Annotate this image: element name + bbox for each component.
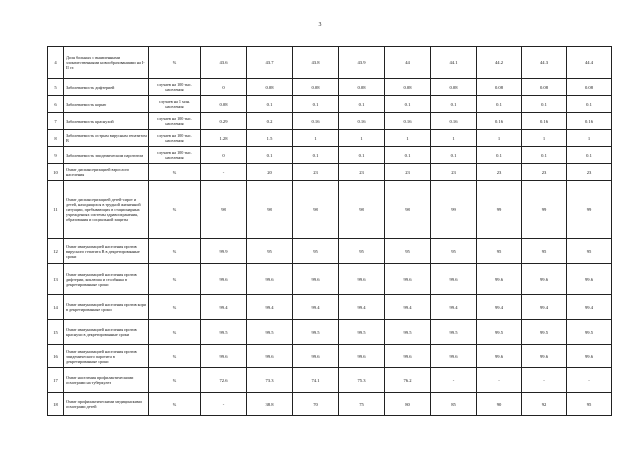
indicator-name: Охват иммунизацией населения против краснухи в декретированные сроки [64,320,149,345]
unit-cell: случаев на 100 тыс. населения [149,130,201,147]
value-cell: 98 [385,181,431,239]
table-row [48,264,612,295]
value-cell: 99.6 [201,264,247,295]
value-cell: 99.5 [201,320,247,345]
unit-cell: случаев на 100 тыс. населения [149,113,201,130]
table-row [48,295,612,320]
value-cell: 0.16 [522,113,567,130]
table-row [48,147,612,164]
value-cell: 95 [247,239,293,264]
value-cell: 38.8 [247,393,293,416]
value-cell: 44.2 [477,47,522,79]
value-cell: 99.4 [201,295,247,320]
unit-cell: % [149,320,201,345]
value-cell: 95 [567,393,612,416]
table-body [48,47,612,416]
row-number: 14 [48,295,64,320]
row-number: 10 [48,164,64,181]
value-cell: 43.7 [247,47,293,79]
value-cell: 74.1 [293,368,339,393]
value-cell: 99.4 [477,295,522,320]
value-cell: 0.16 [477,113,522,130]
value-cell: 0.08 [293,79,339,96]
value-cell: 0.16 [339,113,385,130]
value-cell: 99.6 [567,345,612,368]
value-cell: 0.1 [339,96,385,113]
unit-cell: % [149,181,201,239]
value-cell: 0.08 [431,79,477,96]
value-cell: 99 [522,181,567,239]
value-cell: 80 [385,393,431,416]
value-cell: 99.6 [339,264,385,295]
value-cell: 98 [339,181,385,239]
value-cell: 0.1 [385,96,431,113]
value-cell: 0.1 [567,96,612,113]
value-cell: 99.5 [567,320,612,345]
table-row [48,47,612,79]
value-cell: 99.5 [431,320,477,345]
value-cell: 99.5 [247,320,293,345]
value-cell: - [477,368,522,393]
value-cell: 0.08 [477,79,522,96]
value-cell: 99.6 [385,345,431,368]
indicator-name: Охват иммунизацией населения против вирусного гепатита В в декретированные сроки [64,239,149,264]
value-cell: 1.5 [247,130,293,147]
row-number: 13 [48,264,64,295]
unit-cell: % [149,264,201,295]
value-cell: - [431,368,477,393]
page-number: 3 [318,22,322,28]
unit-cell: % [149,368,201,393]
indicator-name: Охват иммунизацией населения против кори в декретированные сроки [64,295,149,320]
value-cell: 44.1 [431,47,477,79]
value-cell: 99.6 [247,264,293,295]
value-cell: - [522,368,567,393]
value-cell: 75.3 [339,368,385,393]
value-cell: 0.16 [431,113,477,130]
value-cell: 99.6 [477,264,522,295]
table-row [48,113,612,130]
unit-cell: случаев на 100 тыс. населения [149,79,201,96]
value-cell: 73.3 [247,368,293,393]
value-cell: 85 [431,393,477,416]
value-cell: 99.4 [522,295,567,320]
table-row [48,181,612,239]
value-cell: 0.08 [522,79,567,96]
value-cell: 1 [477,130,522,147]
value-cell: 0.08 [567,79,612,96]
row-number: 5 [48,79,64,96]
indicator-name: Охват населения профилактическими осмотрами на туберкулез [64,368,149,393]
value-cell: 1 [567,130,612,147]
value-cell: 1 [431,130,477,147]
value-cell: 0.16 [567,113,612,130]
indicator-name: Заболеваемость дифтерией [64,79,149,96]
table-row [48,79,612,96]
value-cell: 72.6 [201,368,247,393]
row-number: 12 [48,239,64,264]
value-cell: 23 [477,164,522,181]
unit-cell: % [149,47,201,79]
value-cell: 99.4 [567,295,612,320]
table-row [48,393,612,416]
unit-cell: % [149,164,201,181]
value-cell: 95 [477,239,522,264]
row-number: 6 [48,96,64,113]
value-cell: 0.1 [247,96,293,113]
row-number: 9 [48,147,64,164]
value-cell: 99.5 [339,320,385,345]
value-cell: 0.1 [293,147,339,164]
value-cell: 44.4 [567,47,612,79]
value-cell: 20 [247,164,293,181]
value-cell: 99.6 [247,345,293,368]
unit-cell: случаев на 100 тыс. населения [149,147,201,164]
value-cell: 95 [522,239,567,264]
value-cell: 99.6 [385,264,431,295]
indicator-name: Заболеваемость острым вирусным гепатитом В [64,130,149,147]
value-cell: 23 [293,164,339,181]
value-cell: 1 [385,130,431,147]
row-number: 18 [48,393,64,416]
row-number: 4 [48,47,64,79]
value-cell: 99 [477,181,522,239]
indicator-name: Охват профилактическими медицинскими осмотрами детей [64,393,149,416]
table-row [48,345,612,368]
value-cell: 98 [293,181,339,239]
table-row [48,130,612,147]
value-cell: 98 [247,181,293,239]
row-number: 16 [48,345,64,368]
value-cell: 95 [385,239,431,264]
indicator-name: Заболеваемость корью [64,96,149,113]
value-cell: - [201,164,247,181]
unit-cell: случаев на 1 млн. населения [149,96,201,113]
value-cell: 0.08 [247,79,293,96]
value-cell: 23 [431,164,477,181]
value-cell: - [201,393,247,416]
value-cell: 0.08 [339,79,385,96]
value-cell: 0.29 [201,113,247,130]
value-cell: 99 [431,181,477,239]
value-cell: 99.9 [201,239,247,264]
value-cell: 0.08 [201,96,247,113]
value-cell: 99.6 [522,264,567,295]
indicator-name: Охват диспансеризацией взрослого населения [64,164,149,181]
value-cell: 0.16 [293,113,339,130]
row-number: 11 [48,181,64,239]
value-cell: 99.5 [293,320,339,345]
value-cell: 0.1 [431,147,477,164]
value-cell: 90 [477,393,522,416]
value-cell: 99.6 [201,345,247,368]
value-cell: 0.1 [567,147,612,164]
value-cell: 1 [293,130,339,147]
value-cell: 0.2 [247,113,293,130]
value-cell: 23 [339,164,385,181]
value-cell: 0.1 [385,147,431,164]
value-cell: 76.2 [385,368,431,393]
value-cell: 23 [522,164,567,181]
value-cell: 0 [201,79,247,96]
indicators-table [47,46,612,416]
value-cell: 99.6 [339,345,385,368]
value-cell: 95 [567,239,612,264]
row-number: 8 [48,130,64,147]
value-cell: 99.4 [339,295,385,320]
value-cell: 0.1 [522,147,567,164]
value-cell: 99.6 [293,345,339,368]
value-cell: 0.1 [477,147,522,164]
value-cell: 98 [201,181,247,239]
table-row [48,368,612,393]
table-row [48,320,612,345]
value-cell: 95 [293,239,339,264]
table-row [48,96,612,113]
value-cell: 0.1 [293,96,339,113]
value-cell: - [567,368,612,393]
table-row [48,164,612,181]
unit-cell: % [149,345,201,368]
table-row [48,239,612,264]
value-cell: 92 [522,393,567,416]
unit-cell: % [149,295,201,320]
value-cell: 99.4 [247,295,293,320]
value-cell: 1.28 [201,130,247,147]
value-cell: 0.1 [247,147,293,164]
value-cell: 23 [567,164,612,181]
value-cell: 23 [385,164,431,181]
row-number: 15 [48,320,64,345]
unit-cell: % [149,393,201,416]
value-cell: 99.4 [293,295,339,320]
row-number: 7 [48,113,64,130]
value-cell: 99.5 [385,320,431,345]
value-cell: 99.6 [293,264,339,295]
value-cell: 0.1 [522,96,567,113]
indicator-name: Охват диспансеризацией детей-сирот и детей, находящихся в трудной жизненной ситуации, пребывающих в стационарных учреждениях системы здравоохранения, образования и социальной защиты [64,181,149,239]
value-cell: 99.5 [522,320,567,345]
value-cell: 1 [339,130,385,147]
value-cell: 70 [293,393,339,416]
value-cell: 95 [431,239,477,264]
value-cell: 95 [339,239,385,264]
indicator-name: Заболеваемость краснухой [64,113,149,130]
value-cell: 43.9 [339,47,385,79]
value-cell: 43.6 [201,47,247,79]
value-cell: 99.4 [385,295,431,320]
value-cell: 0.1 [431,96,477,113]
row-number: 17 [48,368,64,393]
indicator-name: Охват иммунизацией населения против дифтерии, коклюша и столбняка в декретированные сроки [64,264,149,295]
value-cell: 44 [385,47,431,79]
value-cell: 99.5 [477,320,522,345]
value-cell: 0 [201,147,247,164]
indicator-name: Охват иммунизацией населения против эпидемического паротита в декретированные сроки [64,345,149,368]
value-cell: 99.6 [522,345,567,368]
value-cell: 99.6 [477,345,522,368]
value-cell: 0.1 [339,147,385,164]
value-cell: 44.3 [522,47,567,79]
indicator-name: Доля больных с выявленными злокачественными новообразованиями на I-II ст. [64,47,149,79]
unit-cell: % [149,239,201,264]
value-cell: 1 [522,130,567,147]
value-cell: 99.6 [431,264,477,295]
value-cell: 43.8 [293,47,339,79]
value-cell: 0.1 [477,96,522,113]
value-cell: 99.6 [431,345,477,368]
value-cell: 99.4 [431,295,477,320]
value-cell: 75 [339,393,385,416]
value-cell: 99 [567,181,612,239]
value-cell: 99.6 [567,264,612,295]
value-cell: 0.16 [385,113,431,130]
indicator-name: Заболеваемость эпидемическим паротитом [64,147,149,164]
value-cell: 0.08 [385,79,431,96]
